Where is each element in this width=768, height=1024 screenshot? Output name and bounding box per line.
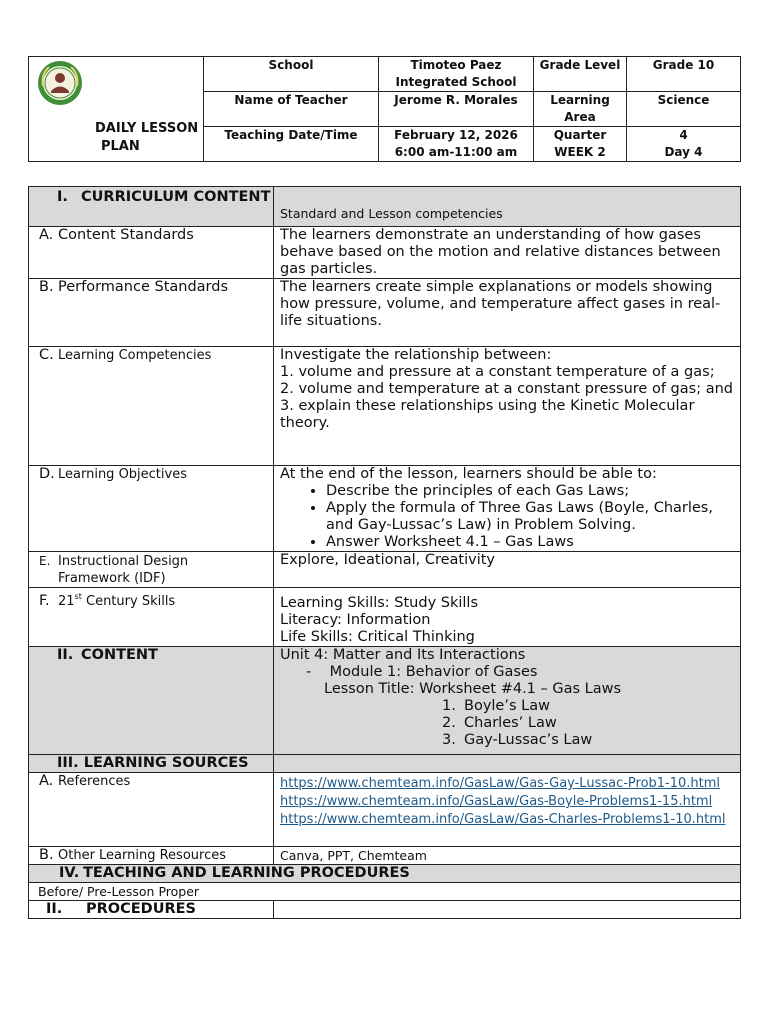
competency-item: 1. volume and pressure at a constant temperature of a gas;	[280, 364, 715, 380]
competencies-text	[274, 347, 741, 466]
procedures-subheading: II. PROCEDURES	[29, 901, 274, 919]
competency-item: 3. explain these relationships using the Kinetic Molecular theory.	[280, 398, 695, 431]
procedures-empty-cell	[274, 901, 741, 919]
curriculum-subtitle: Standard and Lesson competencies	[274, 187, 741, 227]
other-resources-row	[29, 847, 741, 865]
school-name: Timoteo Paez Integrated School	[379, 57, 534, 92]
school-label: School	[204, 57, 379, 92]
skill-line: Literacy: Information	[280, 612, 431, 628]
teaching-date: February 12, 2026	[394, 128, 518, 142]
performance-standards-row	[29, 279, 741, 347]
references-label: A. References	[29, 773, 274, 847]
references-row	[29, 773, 741, 847]
school-seal-icon	[37, 60, 83, 106]
document-title	[95, 120, 198, 156]
title-line-2: PLAN	[101, 139, 140, 154]
performance-standards-label: B. Performance Standards	[29, 279, 274, 347]
quarter-value: 4	[679, 128, 688, 142]
procedures-header-row	[29, 865, 741, 883]
list-item: 3. Gay-Lussac’s Law	[442, 732, 593, 748]
content-unit: Unit 4: Matter and Its Interactions	[280, 647, 526, 663]
sources-heading: III. LEARNING SOURCES	[29, 755, 274, 773]
grade-level-label: Grade Level	[534, 57, 627, 92]
content-standards-row	[29, 227, 741, 279]
idf-text: Explore, Ideational, Creativity	[274, 552, 741, 588]
sources-empty-cell	[274, 755, 741, 773]
skills-label: F. 21st Century Skills	[29, 588, 274, 647]
procedures-heading: IV. TEACHING AND LEARNING PROCEDURES	[29, 865, 741, 883]
reference-link-charles[interactable]: https://www.chemteam.info/GasLaw/Gas-Charles-Problems1-10.html	[280, 812, 726, 827]
header-brand-cell	[29, 57, 204, 162]
competency-intro: Investigate the relationship between:	[280, 347, 552, 363]
skills-row	[29, 588, 741, 647]
teacher-label: Name of Teacher	[204, 92, 379, 127]
content-standards-text: The learners demonstrate an understanding of how gases behave based on the motion and relative distances between gas particles.	[274, 227, 741, 279]
objectives-intro: At the end of the lesson, learners should be able to:	[280, 466, 657, 482]
content-lesson-title: Lesson Title: Worksheet #4.1 – Gas Laws	[324, 681, 622, 697]
objectives-text	[274, 466, 741, 552]
idf-label: E. Instructional Design Framework (IDF)	[29, 552, 274, 588]
skill-line: Learning Skills: Study Skills	[280, 595, 479, 611]
curriculum-row	[29, 187, 741, 227]
content-heading: II. CONTENT	[29, 647, 274, 755]
lesson-header-table	[28, 56, 741, 162]
title-line-1: DAILY LESSON	[95, 121, 199, 136]
procedures-row	[29, 901, 741, 919]
learning-area-value: Science	[627, 92, 741, 127]
objectives-list	[280, 483, 736, 551]
day-value: Day 4	[664, 145, 703, 159]
idf-row	[29, 552, 741, 588]
objectives-row	[29, 466, 741, 552]
quarter-label: Quarter	[553, 128, 607, 142]
content-row	[29, 647, 741, 755]
objectives-label: D. Learning Objectives	[29, 466, 274, 552]
competency-item: 2. volume and temperature at a constant pressure of gas; and	[280, 381, 733, 397]
list-item: • Apply the formula of Three Gas Laws (Boyle, Charles, and Gay-Lussac’s Law) in Problem Solving.	[326, 500, 736, 534]
list-item: • Describe the principles of each Gas Laws;	[326, 483, 736, 500]
teaching-date-value	[379, 127, 534, 162]
before-lesson-text: Before/ Pre-Lesson Proper	[29, 883, 741, 901]
sources-row	[29, 755, 741, 773]
list-item: 1. Boyle’s Law	[442, 698, 550, 714]
lesson-plan-table	[28, 186, 741, 919]
week-label: WEEK 2	[554, 145, 606, 159]
before-lesson-row	[29, 883, 741, 901]
teaching-time: 6:00 am-11:00 am	[394, 145, 518, 159]
content-module: - Module 1: Behavior of Gases	[306, 664, 538, 680]
content-standards-label: A. Content Standards	[29, 227, 274, 279]
list-item: • Answer Worksheet 4.1 – Gas Laws	[326, 534, 736, 551]
reference-link-gay-lussac[interactable]: https://www.chemteam.info/GasLaw/Gas-Gay-Lussac-Prob1-10.html	[280, 776, 721, 791]
references-links	[274, 773, 741, 847]
competencies-row	[29, 347, 741, 466]
other-resources-label: B. Other Learning Resources	[29, 847, 274, 865]
list-item: 2. Charles’ Law	[442, 715, 557, 731]
skill-line: Life Skills: Critical Thinking	[280, 629, 475, 645]
quarter-week-cell	[534, 127, 627, 162]
grade-level-value: Grade 10	[627, 57, 741, 92]
skills-text	[274, 588, 741, 647]
quarter-day-cell	[627, 127, 741, 162]
other-resources-text: Canva, PPT, Chemteam	[274, 847, 741, 865]
learning-area-label: Learning Area	[534, 92, 627, 127]
teaching-date-label: Teaching Date/Time	[204, 127, 379, 162]
competencies-label: C. Learning Competencies	[29, 347, 274, 466]
curriculum-heading: I. CURRICULUM CONTENT	[29, 187, 274, 227]
teacher-name: Jerome R. Morales	[379, 92, 534, 127]
performance-standards-text: The learners create simple explanations or models showing how pressure, volume, and temperature affect gases in real-life situations.	[274, 279, 741, 347]
reference-link-boyle[interactable]: https://www.chemteam.info/GasLaw/Gas-Boyle-Problems1-15.html	[280, 794, 713, 809]
content-text	[274, 647, 741, 755]
